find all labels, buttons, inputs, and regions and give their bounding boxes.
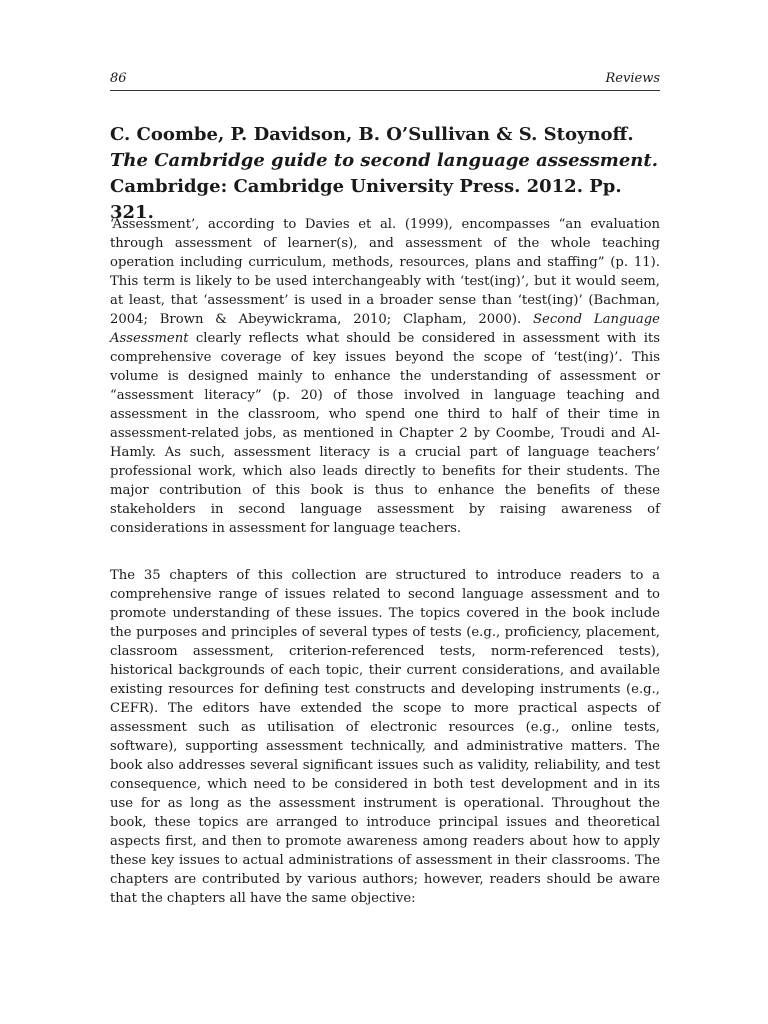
book-publisher: Cambridge: Cambridge University Press. 2012. Pp. 321. <box>110 176 622 223</box>
page-number: 86 <box>110 71 127 86</box>
header-rule <box>110 90 660 91</box>
running-head <box>110 70 660 88</box>
paragraph-1-part-b: clearly reflects what should be considered in assessment with its comprehensive coverage of key issues beyond the scope of ‘test(ing)’. This volume is designed mainly to enhance the understanding of assessment or “assessment literacy” (p. 20) of those involved in language teaching and assessment in the classroom, who spend one third to half of their time in assessment-related jobs, as mentioned in Chapter 2 by Coombe, Troudi and Al-Hamly. As such, assessment literacy is a crucial part of language teachers’ professional work, which also leads directly to benefits for their students. The major contribution of this book is thus to enhance the benefits of these stakeholders in second language assessment by raising awareness of considerations in assessment for language teachers. <box>110 331 660 536</box>
paragraph-2: The 35 chapters of this collection are structured to introduce readers to a comprehensive range of issues related to second language assessment and to promote understanding of these issues. The topics covered in the book include the purposes and principles of several types of tests (e.g., proficiency, placement, classroom assessment, criterion-referenced tests, norm-referenced tests), historical backgrounds of each topic, their current considerations, and available existing resources for defining test constructs and developing instruments (e.g., CEFR). The editors have extended the scope to more practical aspects of assessment such as utilisation of electronic resources (e.g., online tests, software), supporting assessment technically, and administrative matters. The book also addresses several significant issues such as validity, reliability, and test consequence, which need to be considered in both test development and in its use for as long as the assessment instrument is operational. Throughout the book, these topics are arranged to introduce principal issues and theoretical aspects first, and then to promote awareness among readers about how to apply these key issues to actual administrations of assessment in their classrooms. The chapters are contributed by various authors; however, readers should be aware that the chapters all have the same objective: <box>110 568 660 906</box>
paragraph-1-part-a: ‘Assessment’, according to Davies et al. (1999), encompasses “an evaluation through assessment of learner(s), and assessment of the whole teaching operation including curriculum, methods, resources, plans and staffing” (p. 11). This term is likely to be used interchangeably with ‘test(ing)’, but it would seem, at least, that ‘assessment’ is used in a broader sense than ‘test(ing)’ (Bachman, 2004; Brown & Abeywickrama, 2010; Clapham, 2000). <box>110 217 660 327</box>
book-authors: C. Coombe, P. Davidson, B. O’Sullivan & S. Stoynoff. <box>110 124 634 145</box>
paragraph-1-italic-title: Second Language Assessment <box>110 312 660 346</box>
paragraph-1 <box>110 215 660 538</box>
review-title <box>110 122 660 226</box>
section-title: Reviews <box>605 71 660 86</box>
book-title: The Cambridge guide to second language assessment. <box>110 150 658 171</box>
